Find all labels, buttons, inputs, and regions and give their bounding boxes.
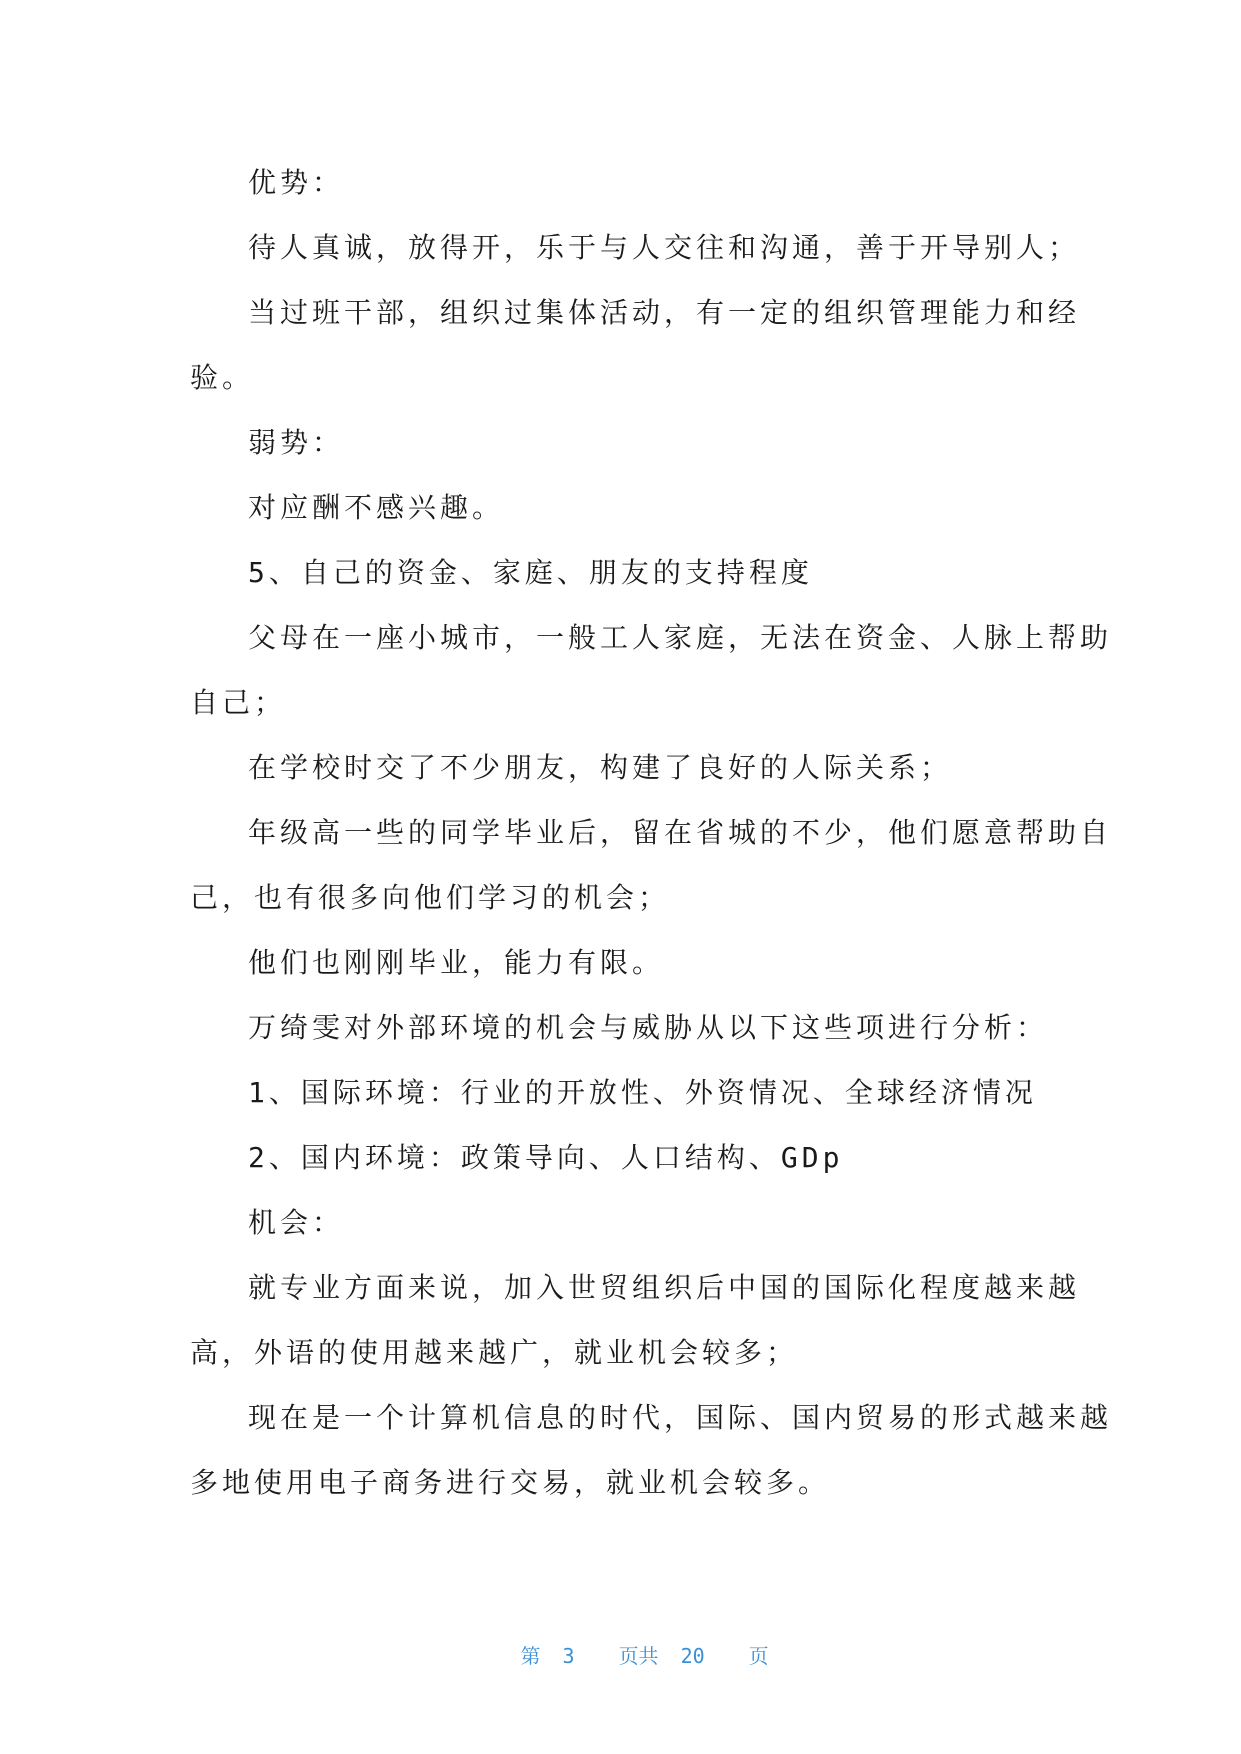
paragraph: 年级高一些的同学毕业后，留在省城的不少，他们愿意帮助自 [248,816,1113,849]
paragraph: 对应酬不感兴趣。 [248,491,505,524]
paragraph: 万绮雯对外部环境的机会与威胁从以下这些项进行分析： [248,1011,1049,1044]
paragraph: 他们也刚刚毕业，能力有限。 [248,946,665,979]
footer-prefix: 第 [520,1644,541,1668]
paragraph: 就专业方面来说，加入世贸组织后中国的国际化程度越来越 [248,1271,1081,1304]
footer-total-pages: 20 [680,1644,705,1668]
paragraph-continuation: 自己； [190,686,287,719]
paragraph: 现在是一个计算机信息的时代，国际、国内贸易的形式越来越 [248,1401,1113,1434]
paragraph-list-item: 1、国际环境：行业的开放性、外资情况、全球经济情况 [248,1076,1037,1109]
paragraph-continuation: 多地使用电子商务进行交易，就业机会较多。 [190,1466,831,1499]
page-footer [0,1614,1241,1698]
paragraph-continuation: 己，也有很多向他们学习的机会； [190,881,671,914]
paragraph-continuation: 验。 [190,361,255,394]
paragraph: 父母在一座小城市，一般工人家庭，无法在资金、人脉上帮助 [248,621,1113,654]
paragraph-continuation: 高，外语的使用越来越广，就业机会较多； [190,1336,799,1369]
footer-middle: 页共 [618,1644,659,1668]
paragraph: 在学校时交了不少朋友，构建了良好的人际关系； [248,751,953,784]
paragraph-section-heading: 5、自己的资金、家庭、朋友的支持程度 [248,556,813,589]
paragraph: 当过班干部，组织过集体活动，有一定的组织管理能力和经 [248,296,1081,329]
paragraph-list-item: 2、国内环境：政策导向、人口结构、GDp [248,1141,844,1174]
paragraph-weaknesses-heading: 弱势： [248,426,345,459]
paragraph-opportunities-heading: 机会： [248,1206,345,1239]
paragraph-strengths-heading: 优势： [248,166,345,199]
paragraph: 待人真诚，放得开，乐于与人交往和沟通，善于开导别人； [248,231,1081,264]
footer-suffix: 页 [748,1644,769,1668]
footer-current-page: 3 [562,1644,575,1668]
